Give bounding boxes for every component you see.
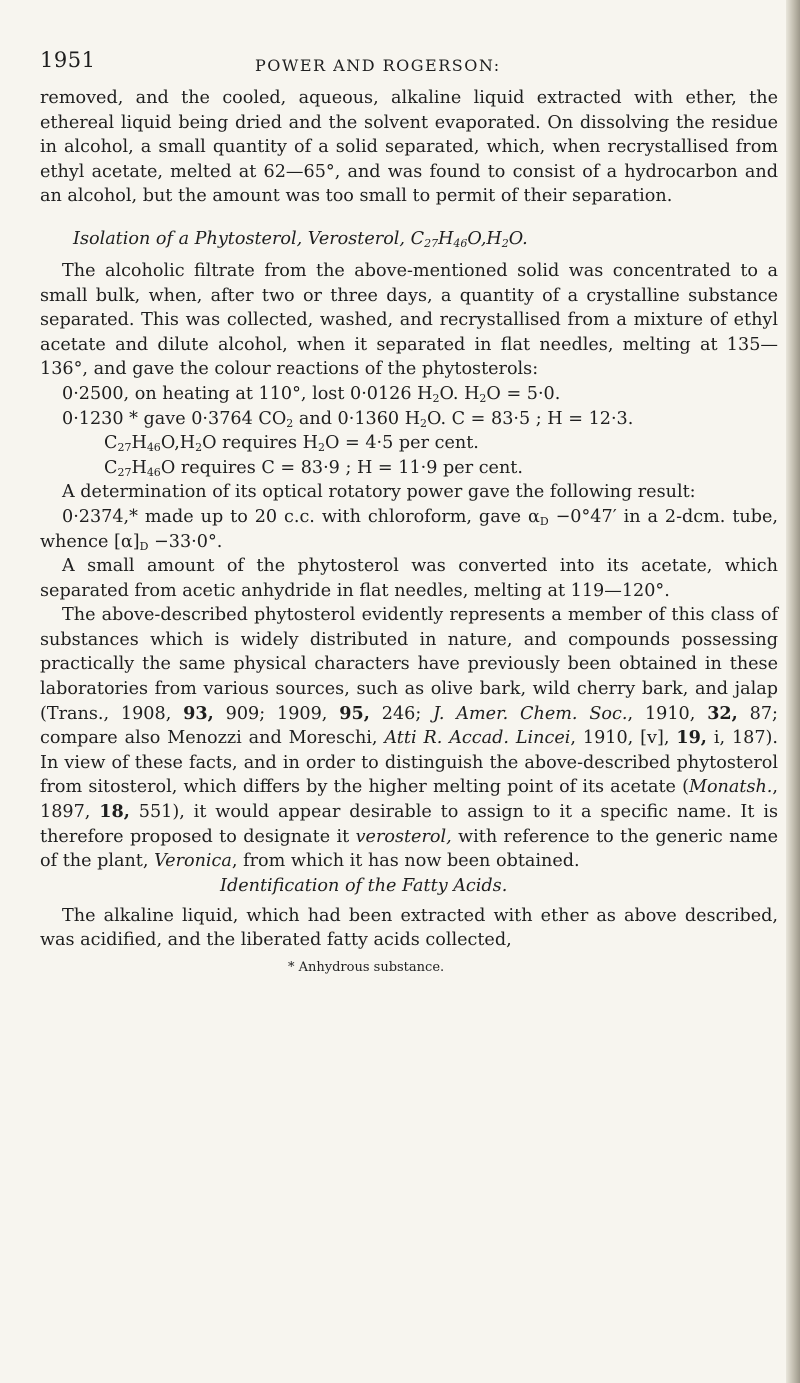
running-title: POWER AND ROGERSON: xyxy=(255,56,501,75)
page-number: 1951 xyxy=(40,48,96,72)
paragraph-2: The alcoholic filtrate from the above-mentioned solid was concentrated to a small bulk, when, after two or three days, a quantity of a crystalline substance separated. This was collected, washed, and recrystallised from a mixture of ethyl acetate and dilute alcohol, when it separated in flat needles, melting at 135—136°, and gave the colour reactions of the phytosterols: xyxy=(40,260,778,380)
page-header xyxy=(40,0,778,75)
analysis-line-3: $C_{27}H_{46}O,H_2O$ requires $H_2O = 4\cdot 5$ per cent. xyxy=(104,433,479,455)
footnote: * Anhydrous substance. xyxy=(288,960,445,975)
analysis-line-2: 0·1230 * gave 0·3764 $CO_2$ and 0·1360 $H_2O$. C = 83·5 ; H = 12·3. xyxy=(62,408,634,430)
section-heading-fatty-acids: Identification of the Fatty Acids. xyxy=(220,875,508,896)
paragraph-1: removed, and the cooled, aqueous, alkaline liquid extracted with ether, the ethereal liquid being dried and the solvent evaporated. On dissolving the residue in alcohol, a small quantity of a solid separated, which, when recrystallised from ethyl acetate, melted at 62—65°, and was found to consist of a hydrocarbon and an alcohol, but the amount was too small to permit of their separation. xyxy=(40,88,778,207)
section-heading-isolation: Isolation of a Phytosterol, Verosterol, $C_{27}H_{46}O,H_2O$. xyxy=(73,228,528,250)
analysis-line-4: $C_{27}H_{46}O$ requires C = 83·9 ; H = 11·9 per cent. xyxy=(104,457,523,479)
paragraph-3: A determination of its optical rotatory power gave the following result: xyxy=(62,482,696,503)
analysis-line-1: 0·2500, on heating at 110°, lost 0·0126 $H_2O$. $H_2O = 5\cdot 0$. xyxy=(62,383,561,405)
paragraph-5: The above-described phytosterol evidently represents a member of this class of substances which is widely distributed in nature, and compounds possessing practically the same physical characters have previously been obtained in these laboratories from various sources, such as olive bark, wild cherry bark, and jalap (Trans., 1908, 93, 909; 1909, 95, 246; J. Amer. Chem. Soc., 1910, 32, 87; compare also Menozzi and Moreschi, Atti R. Accad. Lincei, 1910, [v], 19, i, 187). In view of these facts, and in order to distinguish the above-described phytosterol from sitosterol, which differs by the higher melting point of its acetate (Monatsh., 1897, 18, 551), it would appear desirable to assign to it a specific name. It is therefore proposed to designate it verosterol, with reference to the generic name of the plant, Veronica, from which it has now been obtained. xyxy=(40,605,778,872)
paragraph-4: A small amount of the phytosterol was converted into its acetate, which separated from acetic anhydride in flat needles, melting at 119—120°. xyxy=(40,556,778,601)
page-edge xyxy=(786,0,800,1383)
paragraph-6: The alkaline liquid, which had been extracted with ether as above described, was acidified, and the liberated fatty acids collected, xyxy=(40,905,778,951)
page xyxy=(40,0,778,977)
rotation-line: 0·2374,* made up to 20 c.c. with chloroform, gave $\alpha_D -0^\circ 47'$ in a 2-dcm. tube, whence $[\alpha]_D -33\cdot 0^\circ$. xyxy=(40,506,778,553)
